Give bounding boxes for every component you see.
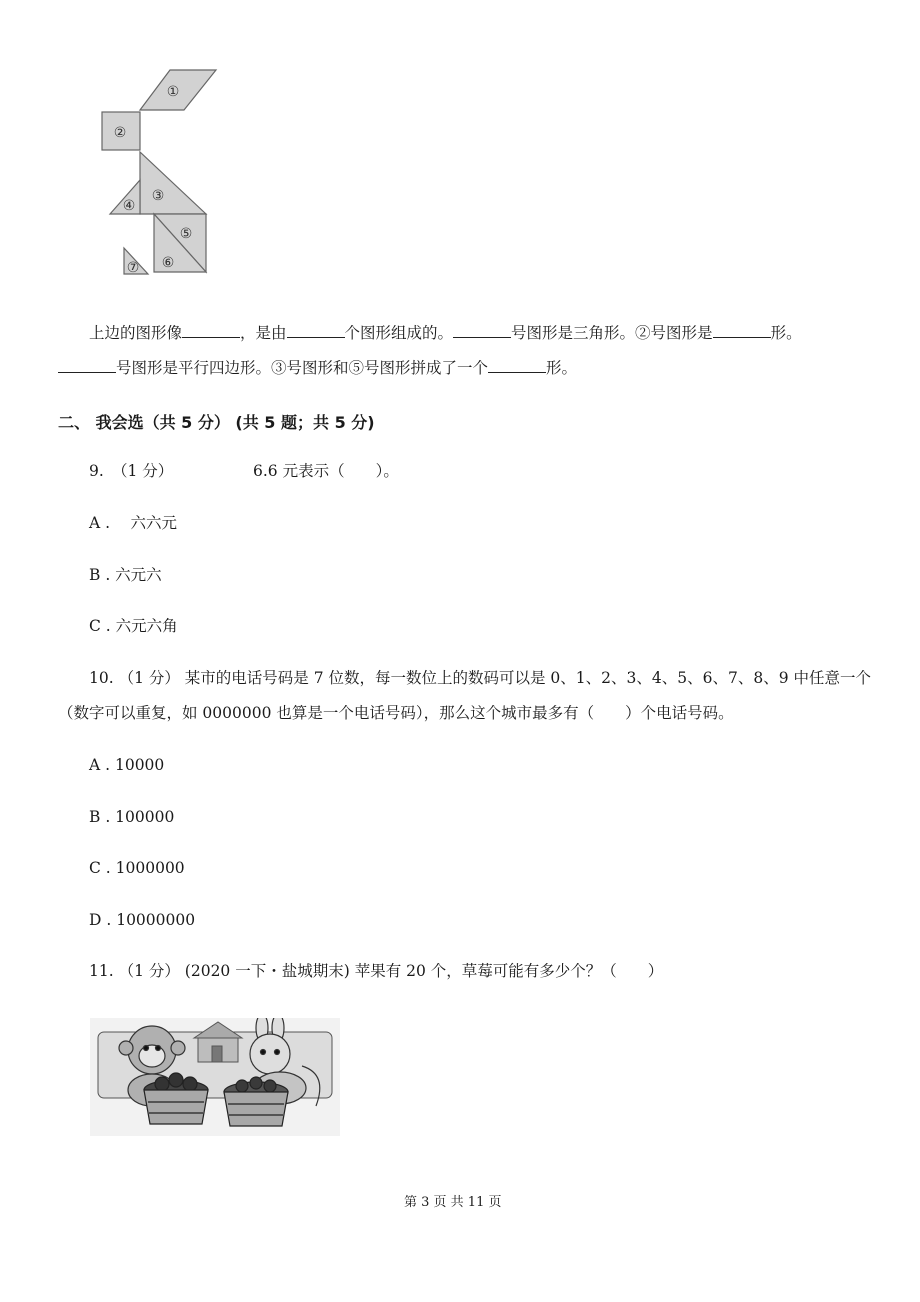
q9-option-a[interactable]: A . 六六元 (89, 514, 177, 532)
fruit-baskets-illustration (90, 1018, 340, 1136)
q9-number: 9. (89, 462, 104, 480)
q9-option-b[interactable]: B . 六元六 (89, 566, 162, 584)
label-2: ② (113, 125, 127, 141)
blank-combined-shape[interactable] (488, 358, 546, 373)
blank-shape-like[interactable] (182, 323, 240, 338)
q9-text: 6.6 元表示（ ）。 (253, 462, 399, 480)
page-footer: 第 3 页 共 11 页 (404, 1195, 502, 1210)
q10-option-b[interactable]: B . 100000 (89, 808, 175, 826)
strawberry-basket (224, 1077, 288, 1126)
q11-text: 11. （1 分） (2020 一下・盐城期末) 苹果有 20 个，草莓可能有多少个？（ ） (89, 962, 664, 980)
section-2-title: 二、 我会选（共 5 分） (共 5 题；共 5 分) (58, 413, 375, 432)
blank-shape-2[interactable] (713, 323, 771, 338)
label-6: ⑥ (161, 255, 175, 271)
label-1: ① (166, 84, 180, 100)
tangram-figure (96, 62, 226, 282)
blank-count[interactable] (287, 323, 345, 338)
q9-option-c[interactable]: C . 六元六角 (89, 617, 178, 635)
blank-parallelogram[interactable] (58, 358, 116, 373)
label-5: ⑤ (179, 226, 193, 242)
q10-option-d[interactable]: D . 10000000 (89, 911, 196, 929)
q10-line1: 10. （1 分） 某市的电话号码是 7 位数，每一数位上的数码可以是 0、1、2、3、4、5、6、7、8、9 中任意一个 (89, 669, 871, 687)
q9-score: （1 分） (112, 462, 174, 480)
label-3: ③ (151, 188, 165, 204)
shape-3-triangle (140, 152, 206, 214)
q8-line1: 上边的图形像 ，是由 个图形组成的。 号图形是三角形。②号图形是 形。 (89, 324, 802, 342)
q10-option-a[interactable]: A . 10000 (89, 756, 165, 774)
q10-option-c[interactable]: C . 1000000 (89, 859, 185, 877)
blank-triangles[interactable] (453, 323, 511, 338)
label-7: ⑦ (126, 260, 140, 276)
q10-line2: （数字可以重复，如 0000000 也算是一个电话号码），那么这个城市最多有（ ）个电话号码。 (58, 704, 734, 722)
label-4: ④ (122, 198, 136, 214)
q8-line2: 号图形是平行四边形。③号图形和⑤号图形拼成了一个 形。 (58, 358, 577, 378)
